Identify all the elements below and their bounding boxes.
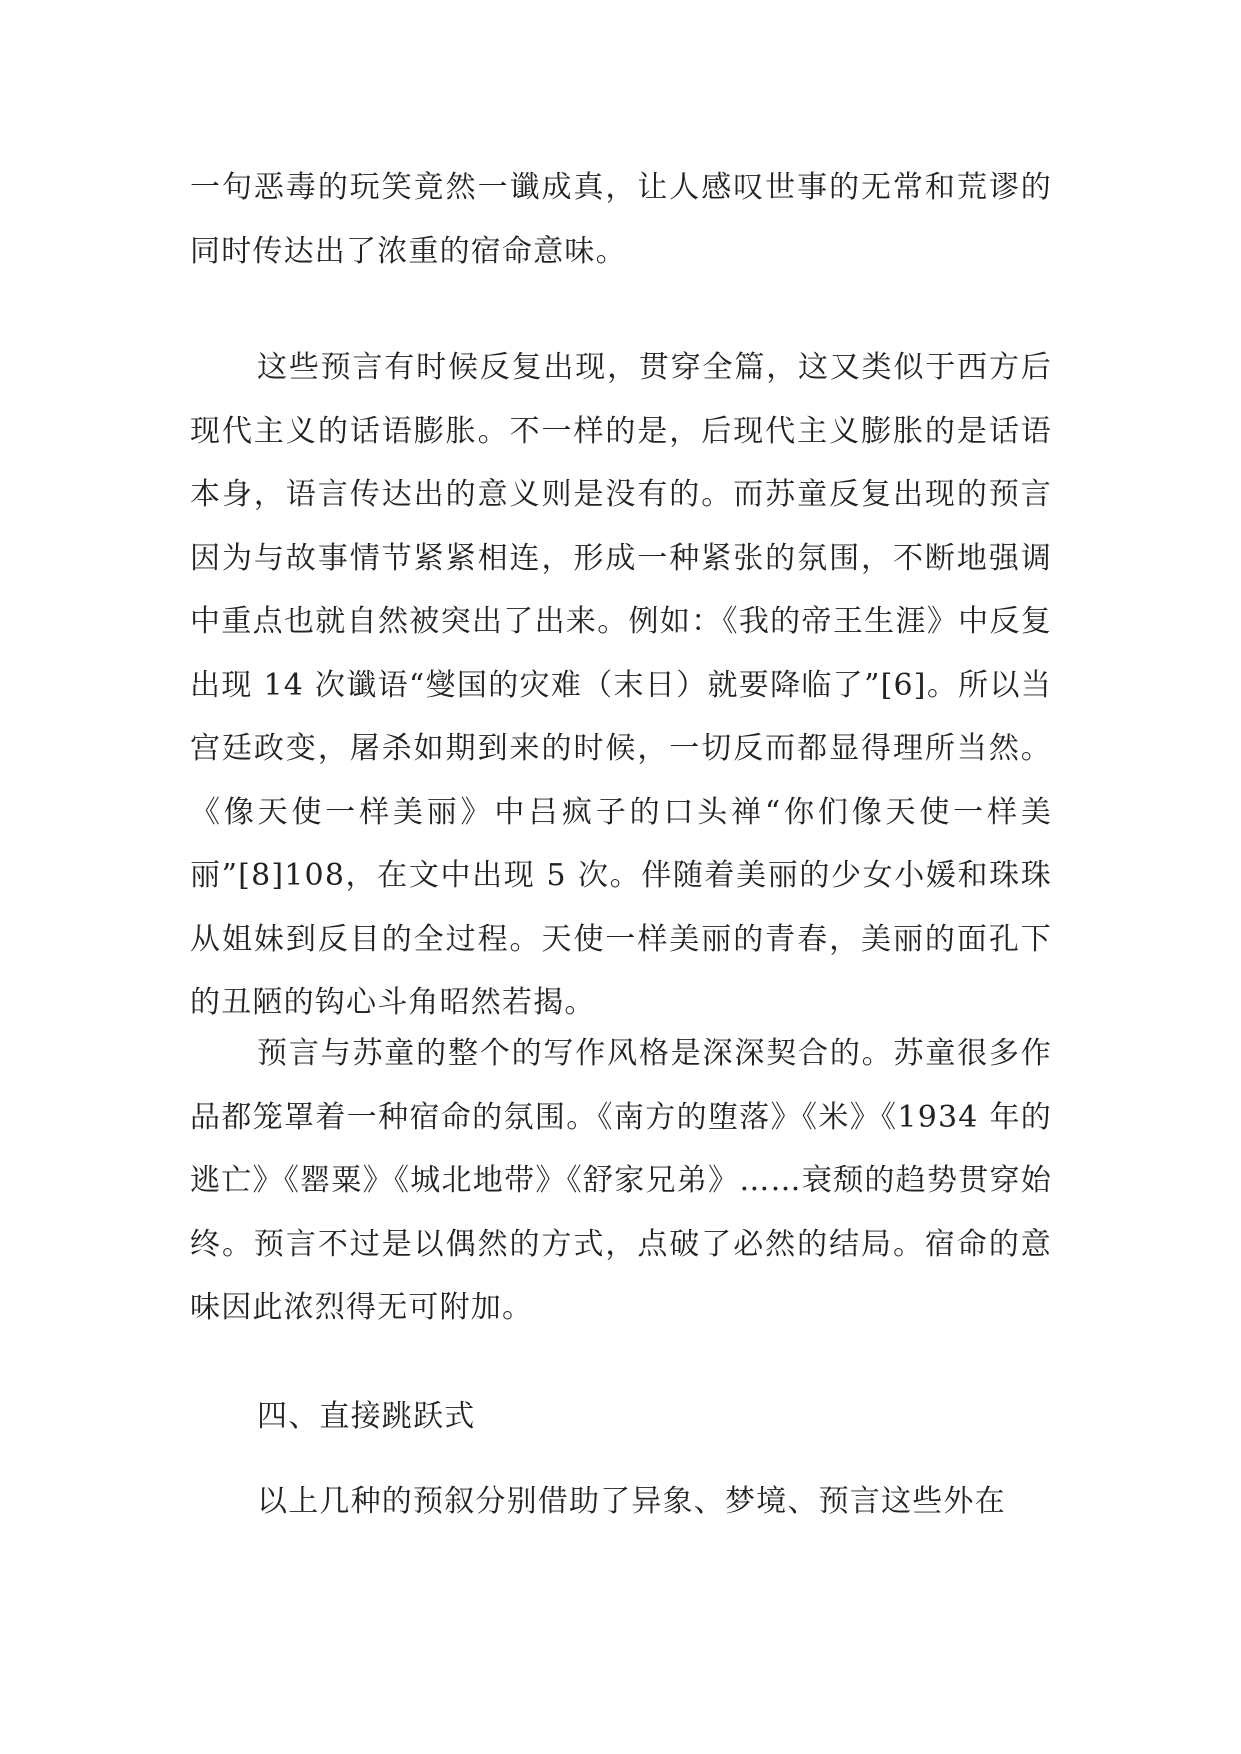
paragraph-fatalism-continuation: 一句恶毒的玩笑竟然一谶成真，让人感叹世事的无常和荒谬的同时传达出了浓重的宿命意味。 (190, 170, 1052, 269)
paragraph-closing: 以上几种的预叙分别借助了异象、梦境、预言这些外在 (257, 1484, 1006, 1519)
paragraph-prophecy-style: 预言与苏童的整个的写作风格是深深契合的。苏童很多作品都笼罩着一种宿命的氛围。《南方的堕落》《米》《1934 年的逃亡》《罂粟》《城北地带》《舒家兄弟》……衰颓的趋势贯穿始终。预言不过是以偶然的方式，点破了必然的结局。宿命的意味因此浓烈得无可附加。 (190, 1036, 1052, 1325)
paragraph-repeated-prophecy: 这些预言有时候反复出现，贯穿全篇，这又类似于西方后现代主义的话语膨胀。不一样的是，后现代主义膨胀的是话语本身，语言传达出的意义则是没有的。而苏童反复出现的预言因为与故事情节紧紧相连，形成一种紧张的氛围，不断地强调中重点也就自然被突出了出来。例如：《我的帝王生涯》中反复出现 14 次谶语“燮国的灾难（末日）就要降临了”[6]。所以当宫廷政变，屠杀如期到来的时候，一切反而都显得理所当然。《像天使一样美丽》中吕疯子的口头禅“你们像天使一样美丽”[8]108，在文中出现 5 次。伴随着美丽的少女小媛和珠珠从姐妹到反目的全过程。天使一样美丽的青春，美丽的面孔下的丑陋的钩心斗角昭然若揭。 (190, 350, 1052, 1020)
section-heading: 四、直接跳跃式 (257, 1399, 476, 1434)
